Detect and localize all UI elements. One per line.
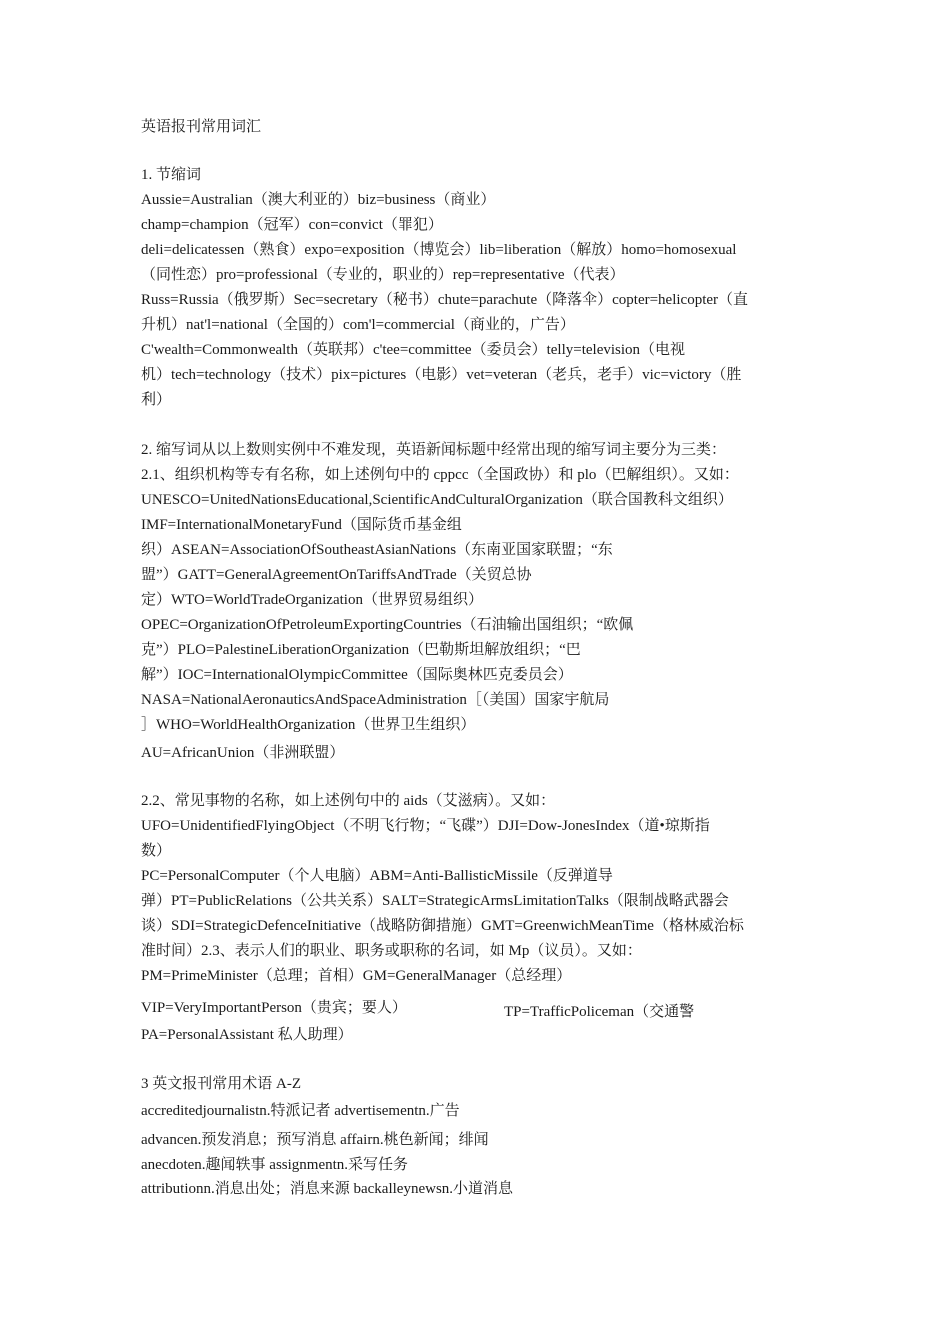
text-line-tp-clipped: TP=TrafficPoliceman（交通警 [504,1004,695,1018]
text-line: 利） [141,392,172,408]
section-1-heading: 1. 节缩词 [141,167,202,183]
section-2-2-heading: 2.2、常见事物的名称，如上述例句中的 aids（艾滋病）。又如： [141,793,556,809]
text-line: attributionn.消息出处；消息来源 backalleynewsn.小道消息 [141,1181,514,1197]
text-line: UFO=UnidentifiedFlyingObject（不明飞行物；“飞碟”）DJI=Dow-JonesIndex（道•琼斯指 [141,818,710,834]
text-line: 数） [141,843,172,859]
text-line: 解”）IOC=InternationalOlympicCommittee（国际奥林匹克委员会） [141,667,573,683]
text-line: （同性恋）pro=professional（专业的，职业的）rep=representative（代表） [141,267,625,283]
text-line: accreditedjournalistn.特派记者 advertisementn.广告 [141,1103,460,1119]
text-line: 弹）PT=PublicRelations（公共关系）SALT=StrategicArmsLimitationTalks（限制战略武器会 [141,893,729,909]
text-line: 定）WTO=WorldTradeOrganization（世界贸易组织） [141,592,483,608]
text-line: 克”）PLO=PalestineLiberationOrganization（巴勒斯坦解放组织；“巴 [141,642,581,658]
text-line-vip: VIP=VeryImportantPerson（贵宾；要人） [141,1000,407,1016]
text-line: 谈）SDI=StrategicDefenceInitiative（战略防御措施）GMT=GreenwichMeanTime（格林威治标 [141,918,744,934]
text-line: PC=PersonalComputer（个人电脑）ABM=Anti-BallisticMissile（反弹道导 [141,868,613,884]
text-line: 准时间）2.3、表示人们的职业、职务或职称的名词，如 Mp（议员）。又如： [141,943,642,959]
text-line: UNESCO=UnitedNationsEducational,ScientificAndCulturalOrganization（联合国教科文组织） [141,492,733,508]
text-line: 盟”）GATT=GeneralAgreementOnTariffsAndTrade（关贸总协 [141,567,532,583]
section-2-heading: 2. 缩写词从以上数则实例中不难发现，英语新闻标题中经常出现的缩写词主要分为三类： [141,442,727,458]
text-line: 机）tech=technology（技术）pix=pictures（电影）vet=veteran（老兵，老手）vic=victory（胜 [141,367,742,383]
text-line: NASA=NationalAeronauticsAndSpaceAdministration［（美国）国家宇航局 [141,692,610,708]
text-line: advancen.预发消息；预写消息 affairn.桃色新闻；绯闻 [141,1132,489,1148]
text-line: ］WHO=WorldHealthOrganization（世界卫生组织） [141,717,476,733]
text-line: 升机）nat'l=national（全国的）com'l=commercial（商业的，广告） [141,317,575,333]
text-line: 织）ASEAN=AssociationOfSoutheastAsianNations（东南亚国家联盟；“东 [141,542,613,558]
text-line: anecdoten.趣闻轶事 assignmentn.采写任务 [141,1157,409,1173]
text-line: champ=champion（冠军）con=convict（罪犯） [141,217,443,233]
text-line: C'wealth=Commonwealth（英联邦）c'tee=committee（委员会）telly=television（电视 [141,342,686,358]
document-title: 英语报刊常用词汇 [141,119,262,135]
text-line: Aussie=Australian（澳大利亚的）biz=business（商业） [141,192,496,208]
text-line-pa: PA=PersonalAssistant 私人助理） [141,1027,353,1043]
text-line: deli=delicatessen（熟食）expo=exposition（博览会）lib=liberation（解放）homo=homosexual [141,242,737,258]
text-line: OPEC=OrganizationOfPetroleumExportingCountries（石油输出国组织；“欧佩 [141,617,634,633]
section-3-heading: 3 英文报刊常用术语 A-Z [141,1076,301,1092]
text-line: Russ=Russia（俄罗斯）Sec=secretary（秘书）chute=parachute（降落伞）copter=helicopter（直 [141,292,749,308]
text-line: 2.1、组织机构等专有名称，如上述例句中的 cppcc（全国政协）和 plo（巴解组织）。又如： [141,467,739,483]
text-line: IMF=InternationalMonetaryFund（国际货币基金组 [141,517,462,533]
text-line: AU=AfricanUnion（非洲联盟） [141,745,345,761]
text-line: PM=PrimeMinister（总理；首相）GM=GeneralManager（总经理） [141,968,572,984]
